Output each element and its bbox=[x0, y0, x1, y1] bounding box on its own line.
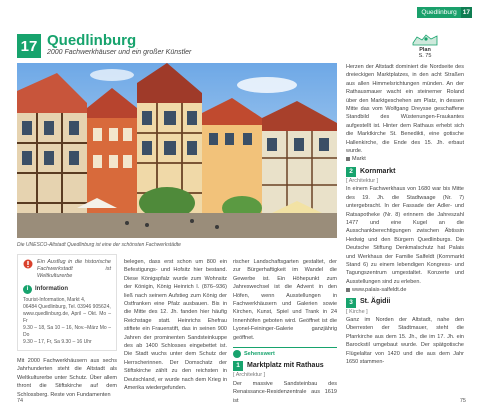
map-page: S. 75 bbox=[418, 53, 432, 59]
poi-title: St. Ägidii bbox=[360, 298, 391, 306]
running-head-label: Quedlinburg bbox=[417, 7, 460, 18]
poi-text: Ganz im Norden der Altstadt, nahe den Überresten der Stadtmauer, steht die Pfarrkirche aus dem 15. Jh., die im 17. Jh. ein Barockstil umgebaut wurde. Der spätgotische Flügelaltar von 1420 und die aus dem Jahr 1650 stammen- bbox=[346, 316, 464, 365]
sights-icon bbox=[233, 350, 241, 358]
info-line: 06484 Quedlinburg, Tel. 03946 905624, bbox=[23, 304, 111, 310]
town-photo bbox=[17, 63, 337, 238]
poi-category: [ Kirche ] bbox=[346, 308, 368, 315]
page-number-left: 74 bbox=[17, 398, 24, 404]
map-label: Plan bbox=[419, 47, 431, 53]
body-text: belegen, dass erst schon um 800 ein Befestigungs- und Hofsitz hier bestand. Diese Königspfalz wurde zum Wohnsitz der Königin, König Heinrich I. (876–936) ließ nach seinem Aufstieg zum König der Ostfranken eine Pfalz ausbauen. Bis in die Mitte des 12. Jh. fanden hier häufig Reichstage statt. Heinrichs Ehefrau stiftete ein Frauenstift, das in seinen 900 Jahren der prominenten Sandsteinkuppe des ab 1400 Schlosses eingebettet ist. Die Stadt wuchs unter dem Schutz der Herrscherinnen. Der Domschatz der Stiftskirche zählt zu den reichsten in Deutschland, er wurde nach dem Krieg in Amerika wiedergefunden. bbox=[124, 259, 227, 392]
poi-link-text[interactable]: www.palais-salfeldt.de bbox=[352, 287, 407, 294]
web-icon bbox=[346, 288, 350, 292]
info-line: www.quedlinburg.de, April – Okt. Mo – Fr bbox=[23, 311, 111, 324]
address-line bbox=[346, 155, 464, 163]
address-text: Markt bbox=[352, 156, 366, 163]
column-4 bbox=[346, 63, 464, 366]
poi-text: Der massive Sandsteinbau des Renaissance-Residenzentrale aus 1619 ist bbox=[233, 380, 337, 404]
body-text: Mit 2000 Fachwerkhäusern aus sechs Jahrhunderten steht die Altstadt als Weltkulturerbe unter Schutz. Über allem thront die Stiftskirche auf dem Schlossberg. Reste von Fundamenten bbox=[17, 358, 117, 398]
poi-category-text: Kirche bbox=[349, 308, 365, 315]
poi-heading bbox=[346, 298, 464, 308]
body-text: Herzen der Altstadt dominiert die Nordseite des dreieckigen Marktplatzes, in den acht Straßen aus allen Himmelsrichtungen münden. An der Rathausmauer wacht ein steinerner Roland über den Marktgeschehen am Platz, in dessen Mitte das vom Wolfgang Dreysse geschaffene Standbild des Wüstenungen-Fraukantes aufgestellt ist. Hinter dem Rathaus erhebt sich die Marktkirche St. Benedikti, eine gotische Hallenkirche, die Ende des 15. Jh. erbaut wurde. bbox=[346, 64, 464, 155]
sehenswert-label: Sehenswert bbox=[244, 351, 275, 358]
info-line: 9.30 – 17, Fr, Sa 9.30 – 16 Uhr bbox=[23, 339, 92, 345]
poi-title: Kornmarkt bbox=[360, 167, 396, 175]
photo-caption: Die UNESCO-Altstadt Quedlinburg ist eine der schönsten Fachwerkstädte bbox=[17, 242, 181, 248]
poi-category-text: Architektur bbox=[235, 372, 263, 379]
column-2 bbox=[124, 258, 227, 393]
poi-text: In einem Fachwerkhaus von 1680 war bis Mitte des 19. Jh. die Stadtwaage (Nr. 7) untergebracht. In der Fassade der Adler- und Ratsapotheke (Nr. 8) erinnern die Jahreszahl 1477 und eine Kugel an die Ausschankberechtigungen zwischen Äbtissin Hedwig und den Bürgern Quedlinburgs. Die Deutsche Stiftung Denkmalschutz hat Palais und Werkhaus der Familie Salfeldt (Kornmarkt Stand 6) zu einem lebendigen Kongress- und Tagungszentrum umgestaltet. Konzerte und Ausstellungen sind zu erleben. bbox=[346, 186, 464, 285]
poi-heading bbox=[346, 167, 464, 177]
poi-category-text: Architektur bbox=[348, 177, 376, 184]
column-3 bbox=[233, 258, 337, 405]
poi-number: 1 bbox=[233, 361, 243, 371]
tip-box bbox=[17, 254, 117, 351]
poi-link[interactable] bbox=[346, 286, 464, 294]
tip-icon bbox=[23, 259, 33, 269]
poi-title: Marktplatz mit Rathaus bbox=[247, 362, 324, 370]
tip-text: Ein Ausflug in die historische Fachwerkstadt ist Weltkulturerbe bbox=[37, 259, 111, 279]
poi-number: 2 bbox=[346, 167, 356, 177]
sehenswert-heading bbox=[233, 347, 337, 358]
map-icon bbox=[411, 33, 439, 47]
info-heading-text: Information bbox=[35, 286, 68, 293]
info-body bbox=[23, 297, 111, 346]
info-heading bbox=[23, 285, 111, 294]
info-line: 9.30 – 18, Sa 10 – 16, Nov.–März Mo – Do bbox=[23, 325, 111, 338]
info-icon: i bbox=[23, 285, 32, 294]
info-line: Tourist-Information, Markt 4, bbox=[23, 297, 86, 303]
poi-category: [ Architektur ] bbox=[233, 372, 266, 379]
poi-category: [ Architektur ] bbox=[346, 177, 379, 184]
running-head-number: 17 bbox=[462, 9, 470, 16]
column-1 bbox=[17, 254, 117, 399]
running-head bbox=[417, 7, 472, 18]
location-icon bbox=[346, 157, 350, 161]
map-reference[interactable] bbox=[409, 33, 441, 63]
page-number-right: 75 bbox=[459, 398, 466, 404]
poi-heading bbox=[233, 361, 337, 371]
entry-title: Quedlinburg bbox=[47, 32, 137, 49]
entry-subtitle: 2000 Fachwerkhäuser und ein großer Künstler bbox=[47, 49, 192, 56]
entry-number-badge: 17 bbox=[17, 34, 41, 58]
body-text: rischer Landschaftsgarten gestaltet, der zur Bürgerhaftigkeit im Wandel die Gewerbe ist. Ein Höhepunkt zum Jahreswechsel ist die Advent in den Höfen, wenn Ausstellungen in Fachwerkhäusern und Galerien sowie Kirchen, Kunst, Spiel und Trank in 24 Innenhöfen geboten wird. Geöffnet ist die Lyonel-Feininger-Galerie ganzjährig geöffnet. bbox=[233, 259, 337, 341]
quedlinburg-square-illustration bbox=[17, 63, 337, 238]
poi-number: 3 bbox=[346, 298, 356, 308]
